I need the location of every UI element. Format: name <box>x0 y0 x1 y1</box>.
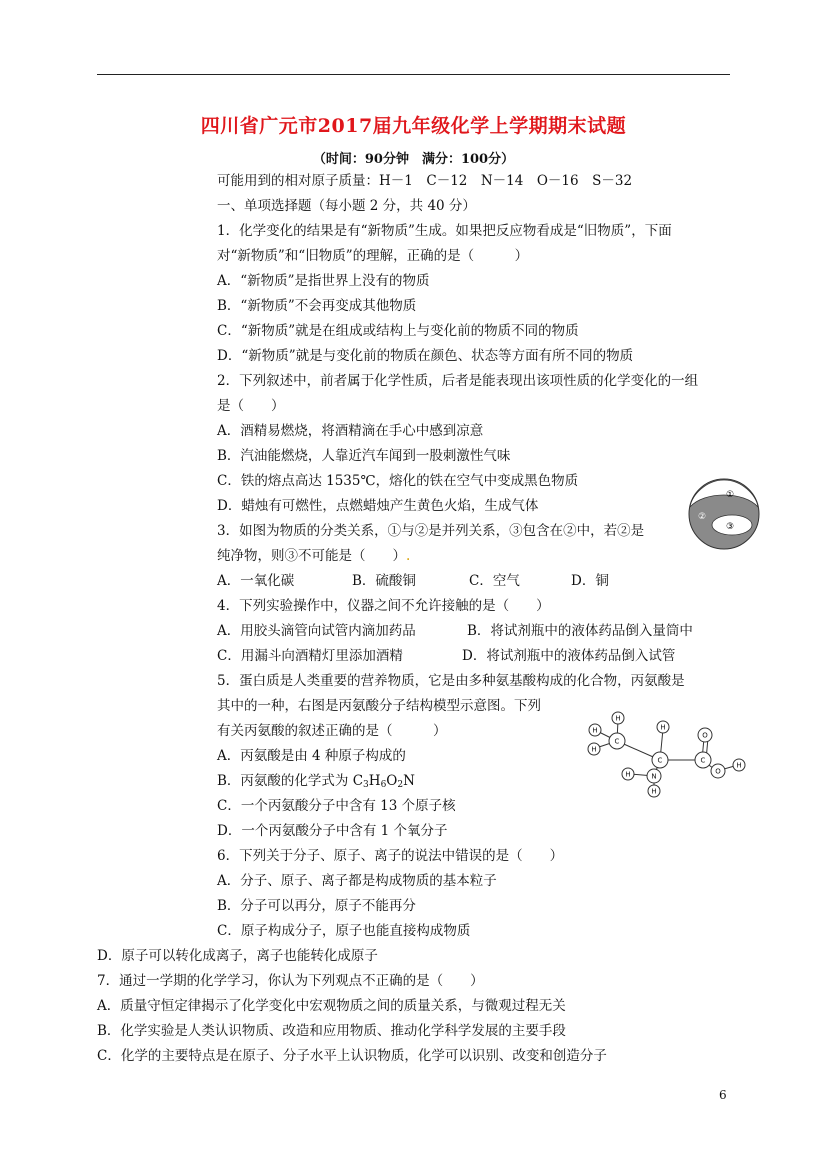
q6-option-c: C．原子构成分子，原子也能直接构成物质 <box>217 923 471 939</box>
q2-option-c: C．铁的熔点高达 1535℃，熔化的铁在空气中变成黑色物质 <box>217 473 579 489</box>
q2-option-a: A．酒精易燃烧，将酒精滴在手心中感到凉意 <box>217 423 484 439</box>
q7-option-b: B．化学实验是人类认识物质、改造和应用物质、推动化学科学发展的主要手段 <box>97 1023 566 1039</box>
atom-h-6: H <box>651 787 657 796</box>
q1-stem-line1: 1．化学变化的结果是有“新物质”生成。如果把反应物看成是“旧物质”，下面 <box>217 223 672 239</box>
q5-b-mid2: O <box>386 773 398 789</box>
atom-h-3: H <box>591 745 597 754</box>
atom-h-5: H <box>625 770 631 779</box>
q5-option-c: C．一个丙氨酸分子中含有 13 个原子核 <box>217 798 456 814</box>
q7-option-a: A．质量守恒定律揭示了化学变化中宏观物质之间的质量关系，与微观过程无关 <box>97 998 566 1014</box>
q6-stem: 6．下列关于分子、原子、离子的说法中错误的是（ ） <box>217 848 564 864</box>
q2-stem-line1: 2．下列叙述中，前者属于化学性质，后者是能表现出该项性质的化学变化的一组 <box>217 373 699 389</box>
diagram-label-1: ① <box>726 490 735 500</box>
q4-option-d: D．将试剂瓶中的液体药品倒入试管 <box>462 648 676 664</box>
atom-o-2: O <box>715 767 721 776</box>
atom-c-3: C <box>700 756 706 765</box>
diagram-label-2: ② <box>698 512 707 522</box>
q3-stem-line2 <box>217 547 410 565</box>
q2-stem-line2: 是（ ） <box>217 398 285 414</box>
atom-o-1: O <box>702 731 708 740</box>
q5-stem-line1: 5．蛋白质是人类重要的营养物质，它是由多种氨基酸构成的化合物，丙氨酸是 <box>217 673 685 689</box>
diagram-label-3: ③ <box>726 522 735 532</box>
q5-stem-line3: 有关丙氨酸的叙述正确的是（ ） <box>217 723 447 739</box>
q1-option-a: A．“新物质”是指世界上没有的物质 <box>217 273 430 289</box>
q4-option-a: A．用胶头滴管向试管内滴加药品 <box>217 623 416 639</box>
q7-option-c: C．化学的主要特点是在原子、分子水平上认识物质，化学可以识别、改变和创造分子 <box>97 1048 607 1064</box>
q4-option-c: C．用漏斗向酒精灯里添加酒精 <box>217 648 403 664</box>
q5-stem-line2: 其中的一种，右图是丙氨酸分子结构模型示意图。下列 <box>217 698 541 714</box>
exam-title: 四川省广元市2017届九年级化学上学期期末试题 <box>200 115 627 137</box>
atom-h-2: H <box>592 726 598 735</box>
q3-stray-dot: . <box>406 548 411 564</box>
page-number: 6 <box>719 1088 727 1102</box>
q5-option-b <box>217 772 415 794</box>
q5-b-sub3: 2 <box>397 780 404 790</box>
q4-option-b: B．将试剂瓶中的液体药品倒入量筒中 <box>467 623 693 639</box>
q4-stem: 4．下列实验操作中，仪器之间不允许接触的是（ ） <box>217 598 550 614</box>
q1-stem-line2: 对“新物质”和“旧物质”的理解，正确的是（ ） <box>217 248 529 264</box>
q3-option-c: C．空气 <box>469 573 520 589</box>
q5-b-mid1: H <box>368 773 381 789</box>
atom-h-7: H <box>736 761 742 770</box>
q2-option-d: D．蜡烛有可燃性，点燃蜡烛产生黄色火焰，生成气体 <box>217 498 539 514</box>
q7-stem: 7．通过一学期的化学学习，你认为下列观点不正确的是（ ） <box>97 973 484 989</box>
atom-h-1: H <box>615 714 621 723</box>
atom-h-4: H <box>660 723 666 732</box>
q6-option-b: B．分子可以再分，原子不能再分 <box>217 898 416 914</box>
atom-n: N <box>651 772 657 781</box>
atom-c-2: C <box>657 756 663 765</box>
header-rule <box>97 74 730 75</box>
atom-c-1: C <box>614 737 620 746</box>
q5-b-prefix: B．丙氨酸的化学式为 C <box>217 773 364 789</box>
q1-option-c: C．“新物质”就是在组成或结构上与变化前的物质不同的物质 <box>217 323 579 339</box>
q3-option-b: B．硫酸铜 <box>352 573 416 589</box>
q5-option-a: A．丙氨酸是由 4 种原子构成的 <box>217 748 406 764</box>
q5-option-d: D．一个丙氨酸分子中含有 1 个氧分子 <box>217 823 448 839</box>
exam-subtitle: （时间：90分钟 满分：100分） <box>312 152 515 167</box>
q3-stem-line2-text: 纯净物，则③不可能是（ ） <box>217 548 406 564</box>
q1-option-d: D．“新物质”就是与变化前的物质在颜色、状态等方面有所不同的物质 <box>217 348 634 364</box>
q5-b-sub2: 6 <box>380 780 387 790</box>
q6-option-a: A．分子、原子、离子都是构成物质的基本粒子 <box>217 873 497 889</box>
q3-option-d: D．铜 <box>571 573 609 589</box>
q1-option-b: B．“新物质”不会再变成其他物质 <box>217 298 417 314</box>
atomic-mass-line: 可能用到的相对原子质量：H－1 C－12 N－14 O－16 S－32 <box>217 173 633 189</box>
classification-diagram <box>686 477 762 551</box>
q3-stem-line1: 3．如图为物质的分类关系，①与②是并列关系，③包含在②中，若②是 <box>217 523 645 539</box>
q5-b-end: N <box>403 773 415 789</box>
q5-b-sub1: 3 <box>363 780 369 790</box>
alanine-molecule-model <box>584 708 754 800</box>
q6-option-d: D．原子可以转化成离子，离子也能转化成原子 <box>97 948 378 964</box>
q2-option-b: B．汽油能燃烧，人靠近汽车闻到一股刺激性气味 <box>217 448 511 464</box>
q3-option-a: A．一氧化碳 <box>217 573 295 589</box>
section-heading: 一、单项选择题（每小题 2 分，共 40 分） <box>217 198 476 214</box>
